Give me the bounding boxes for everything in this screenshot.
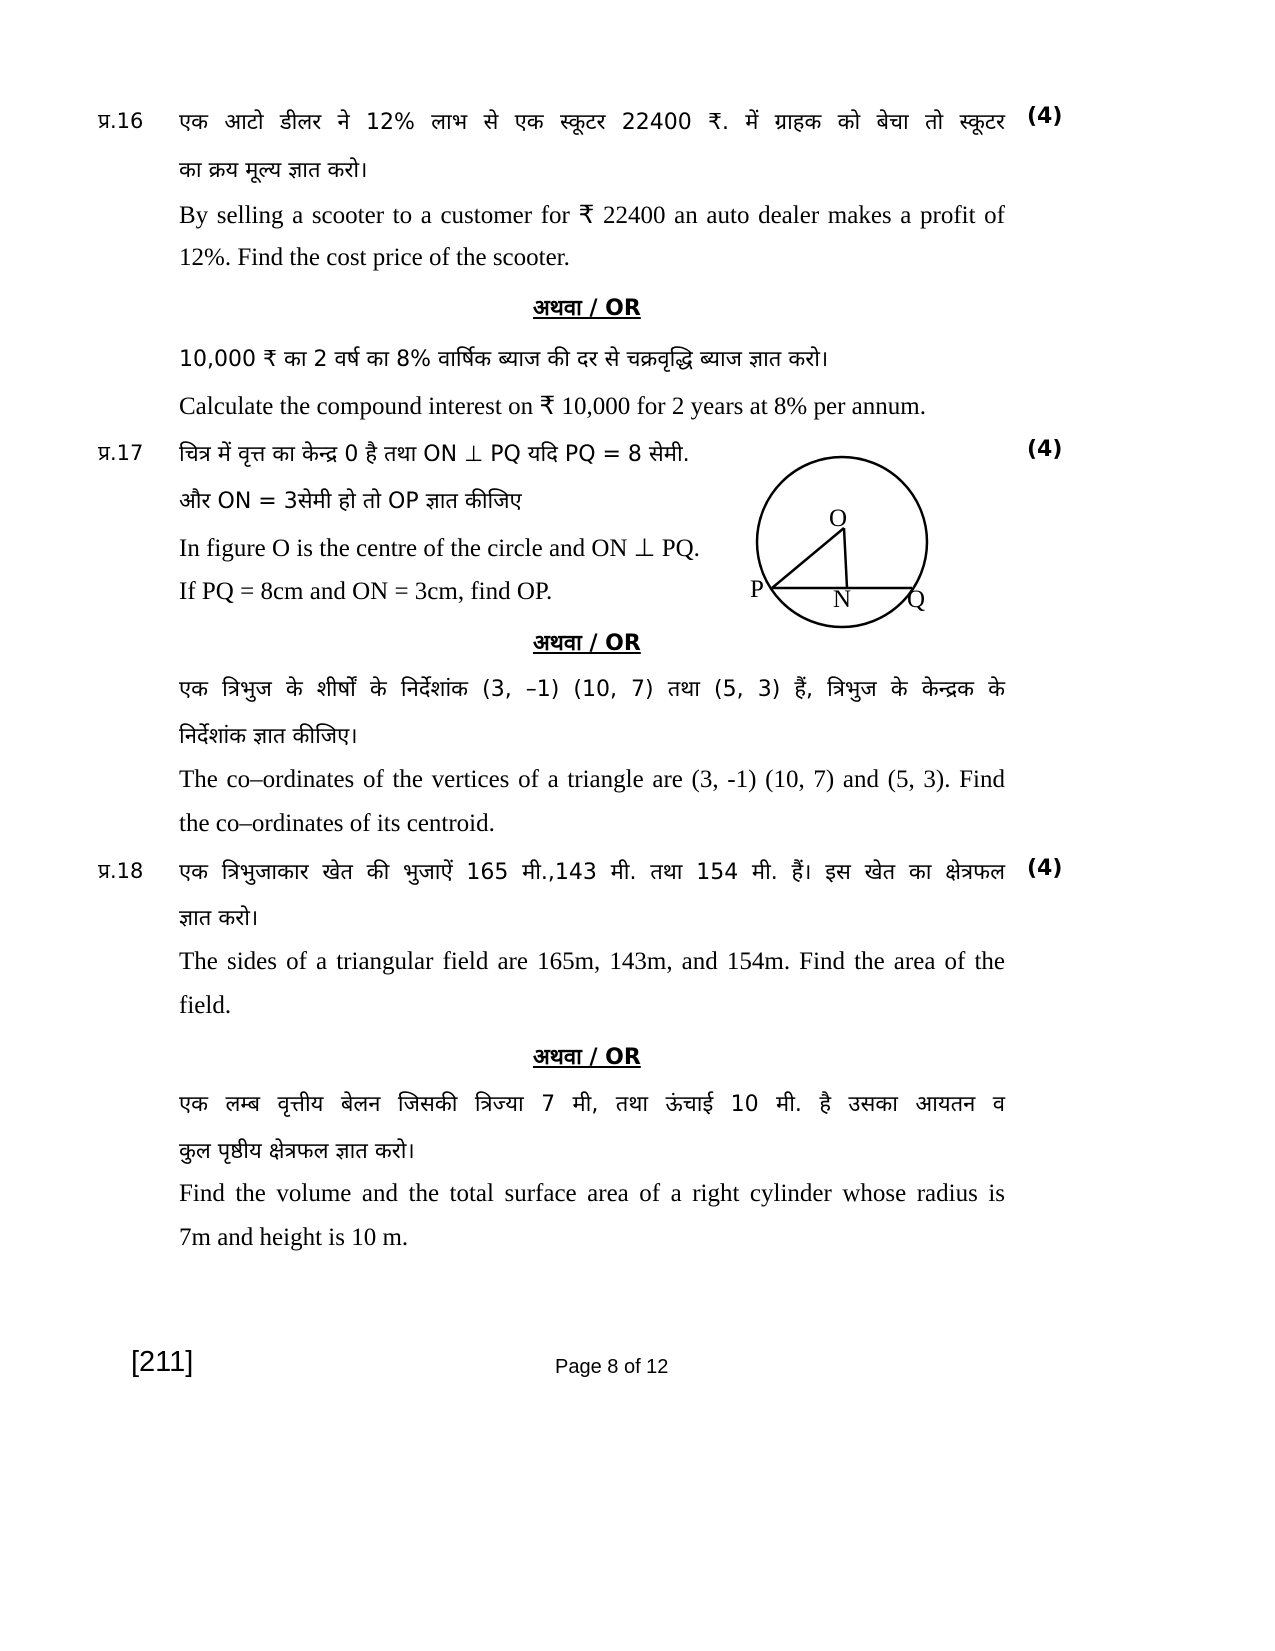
alternative-text-hindi: 10,000 ₹ का 2 वर्ष का 8% वार्षिक ब्याज की दर से चक्रवृद्धि ब्याज ज्ञात करो। xyxy=(179,347,829,372)
alternative-text-english: 7m and height is 10 m. xyxy=(179,1224,409,1251)
label-n: N xyxy=(833,586,852,613)
question-number: प्र.18 xyxy=(98,859,144,883)
question-text-hindi: एक आटो डीलर ने 12% लाभ से एक स्कूटर 22400 ₹. में ग्राहक को बेचा तो स्कूटर xyxy=(179,110,1005,135)
alternative-text-english: Find the volume and the total surface area of a right cylinder whose radius is xyxy=(179,1180,1005,1207)
alternative-text-hindi: कुल पृष्ठीय क्षेत्रफल ज्ञात करो। xyxy=(179,1139,415,1164)
paper-code: [211] xyxy=(131,1346,194,1378)
circle-figure xyxy=(740,445,950,645)
question-text-hindi: एक त्रिभुजाकार खेत की भुजाऐं 165 मी.,143 मी. तथा 154 मी. हैं। इस खेत का क्षेत्रफल xyxy=(179,860,1005,885)
alternative-text-english: Calculate the compound interest on ₹ 10,000 for 2 years at 8% per annum. xyxy=(179,393,926,420)
or-heading: अथवा / OR xyxy=(533,1045,641,1070)
page-number: Page 8 of 12 xyxy=(555,1356,669,1378)
segment-on xyxy=(844,528,847,588)
question-text-hindi: और ON = 3सेमी हो तो OP ज्ञात कीजिए xyxy=(179,489,522,514)
question-text-hindi: का क्रय मूल्य ज्ञात करो। xyxy=(179,158,368,183)
question-text-english: 12%. Find the cost price of the scooter. xyxy=(179,244,570,271)
label-p: P xyxy=(750,576,764,603)
question-text-hindi: ज्ञात करो। xyxy=(179,906,259,931)
question-text-english: The sides of a triangular field are 165m, 143m, and 154m. Find the area of the xyxy=(179,948,1005,975)
label-o: O xyxy=(829,505,848,532)
alternative-text-english: The co–ordinates of the vertices of a triangle are (3, -1) (10, 7) and (5, 3). Find xyxy=(179,766,1005,793)
alternative-text-english: the co–ordinates of its centroid. xyxy=(179,810,495,837)
label-q: Q xyxy=(907,586,926,613)
alternative-text-hindi: एक त्रिभुज के शीर्षों के निर्देशांक (3, –1) (10, 7) तथा (5, 3) हैं, त्रिभुज के केन्द्रक के xyxy=(179,677,1005,702)
or-heading: अथवा / OR xyxy=(533,296,641,321)
question-text-english: field. xyxy=(179,992,232,1019)
segment-op xyxy=(772,528,844,588)
question-number: प्र.16 xyxy=(98,109,144,133)
question-text-english: If PQ = 8cm and ON = 3cm, find OP. xyxy=(179,578,553,605)
question-text-hindi: चित्र में वृत्त का केन्द्र 0 है तथा ON ⊥ PQ यदि PQ = 8 सेमी. xyxy=(179,442,690,467)
marks-label: (4) xyxy=(1027,437,1063,462)
marks-label: (4) xyxy=(1027,856,1063,881)
or-heading: अथवा / OR xyxy=(533,631,641,656)
question-text-english: In figure O is the centre of the circle and ON ⊥ PQ. xyxy=(179,535,700,562)
question-number: प्र.17 xyxy=(98,441,144,465)
alternative-text-hindi: एक लम्ब वृत्तीय बेलन जिसकी त्रिज्या 7 मी, तथा ऊंचाई 10 मी. है उसका आयतन व xyxy=(179,1092,1005,1117)
alternative-text-hindi: निर्देशांक ज्ञात कीजिए। xyxy=(179,724,358,749)
question-text-english: By selling a scooter to a customer for ₹ 22400 an auto dealer makes a profit of xyxy=(179,202,1005,229)
marks-label: (4) xyxy=(1027,104,1063,129)
